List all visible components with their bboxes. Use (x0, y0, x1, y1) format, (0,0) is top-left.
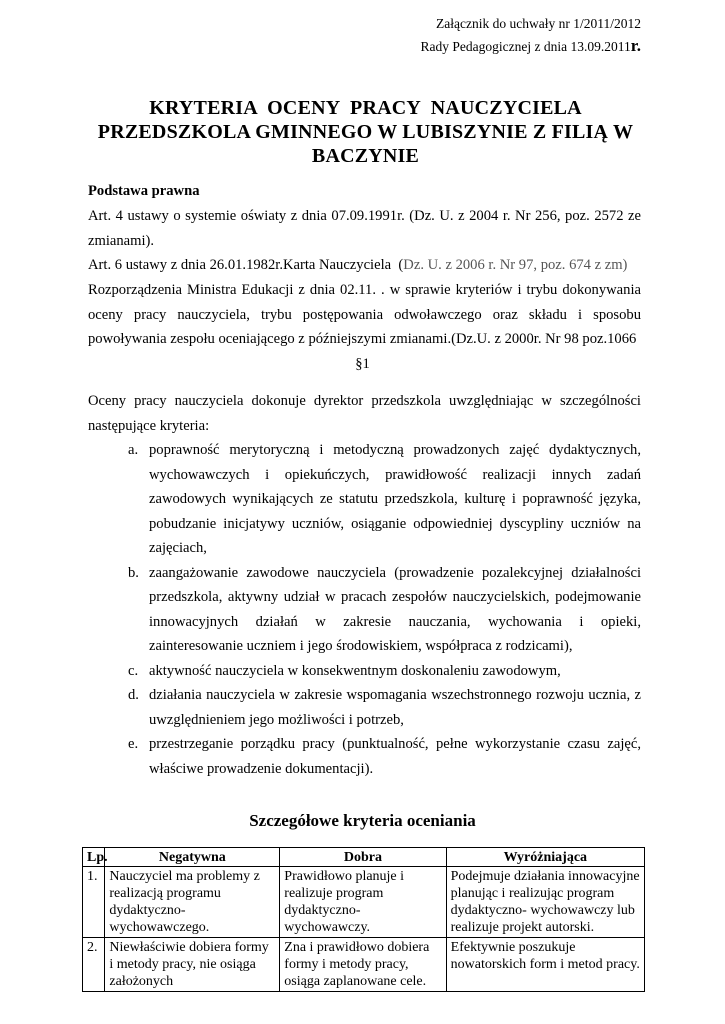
title-line-1: KRYTERIA OCENY PRACY NAUCZYCIELA (149, 97, 582, 119)
list-item (128, 561, 641, 659)
annex-note-line1: Załącznik do uchwały nr 1/2011/2012 (436, 16, 641, 31)
list-item-text: zaangażowanie zawodowe nauczyciela (prowadzenie pozalekcyjnej działalności przedszkola, aktywny udział w pracach zespołów nauczycielskich, podejmowanie innowacyjnych działań w zakresie nauczania, wychowania i opieki, zainteresowanie uczniem i jego środowiskiem, współpraca z rodzicami), (149, 564, 641, 654)
table-row (83, 938, 645, 992)
table-cell: 1. (83, 867, 105, 938)
table-cell: Podejmuje działania innowacyjne planując i realizując program dydaktyczno- wychowawczy lub realizuje projekt autorski. (446, 867, 644, 938)
list-item (128, 732, 641, 781)
criteria-table (82, 847, 645, 992)
table-cell: 2. (83, 938, 105, 992)
list-item-text: działania nauczyciela w zakresie wspomagania wszechstronnego rozwoju ucznia, z uwzględnieniem jego możliwości i potrzeb, (149, 687, 641, 728)
legal-art4: Art. 4 ustawy o systemie oświaty z dnia 07.09.1991r. (Dz. U. z 2004 r. Nr 256, poz. 2572 ze zmianami). (88, 208, 641, 249)
document-title (88, 96, 643, 168)
annex-note-date: Rady Pedagogicznej z dnia 13.09.2011 (420, 39, 631, 54)
list-item (128, 659, 641, 684)
column-header-good: Dobra (280, 848, 446, 867)
list-item (128, 438, 641, 561)
annex-note-suffix: r. (630, 36, 641, 55)
list-marker: c. (128, 662, 139, 679)
list-marker: e. (128, 736, 139, 752)
table-cell: Nauczyciel ma problemy z realizacją programu dydaktyczno-wychowawczego. (105, 867, 280, 938)
criteria-list (128, 438, 641, 781)
annex-note-line2 (421, 34, 641, 58)
list-marker: b. (128, 564, 139, 581)
list-item-text: przestrzeganie porządku pracy (punktualność, pełne wykorzystanie czasu zajęć, właściwe prowadzenie dokumentacji). (149, 736, 641, 777)
table-row (83, 867, 645, 938)
list-item (128, 683, 641, 732)
table-cell: Niewłaściwie dobiera formy i metody pracy, nie osiąga założonych (105, 938, 280, 992)
list-marker: a. (128, 442, 139, 458)
table-cell: Zna i prawidłowo dobiera formy i metody pracy, osiąga zaplanowane cele. (280, 938, 446, 992)
criteria-intro: Oceny pracy nauczyciela dokonuje dyrektor przedszkola uwzględniając w szczególności następujące kryteria: (88, 393, 641, 434)
table-header-row (83, 848, 645, 867)
column-header-lp: Lp. (83, 848, 105, 867)
section-mark: §1 (355, 356, 370, 372)
legal-art6-ref: Dz. U. z 2006 r. Nr 97, poz. 674 z zm) (403, 257, 628, 273)
column-header-negative: Negatywna (105, 848, 280, 867)
title-line-2: PRZEDSZKOLA GMINNEGO W LUBISZYNIE Z FILIĄ W (97, 121, 634, 143)
table-cell: Prawidłowo planuje i realizuje program dydaktyczno-wychowawczy. (280, 867, 446, 938)
legal-art6 (88, 253, 641, 278)
list-item-text: aktywność nauczyciela w konsekwentnym doskonaleniu zawodowym, (149, 662, 561, 679)
legal-basis-heading: Podstawa prawna (88, 183, 200, 199)
list-marker: d. (128, 687, 139, 703)
table-cell: Efektywnie poszukuje nowatorskich form i metod pracy. (446, 938, 644, 992)
title-line-3: BACZYNIE (311, 145, 420, 167)
legal-regulation: Rozporządzenia Ministra Edukacji z dnia 02.11. . w sprawie kryteriów i trybu dokonywania oceny pracy nauczyciela, trybu postępowania odwoławczego oraz składu i sposobu powoływania zespołu oceniającego z późniejszymi zmianami.(Dz.U. z 2000r. Nr 98 poz.1066 (88, 282, 641, 347)
column-header-distinguished: Wyróżniająca (446, 848, 644, 867)
detailed-criteria-title: Szczegółowe kryteria oceniania (249, 811, 476, 830)
legal-art6-text: Art. 6 ustawy z dnia 26.01.1982r.Karta Nauczyciela ( (88, 257, 404, 273)
list-item-text: poprawność merytoryczną i metodyczną prowadzonych zajęć dydaktycznych, wychowawczych i opiekuńczych, prawidłowość realizacji innych zadań zawodowych wynikających ze statutu przedszkola, kulturę i poprawność języka, pobudzanie inicjatywy uczniów, osiąganie odpowiedniej dyscypliny uczniów na zajęciach, (149, 442, 641, 556)
